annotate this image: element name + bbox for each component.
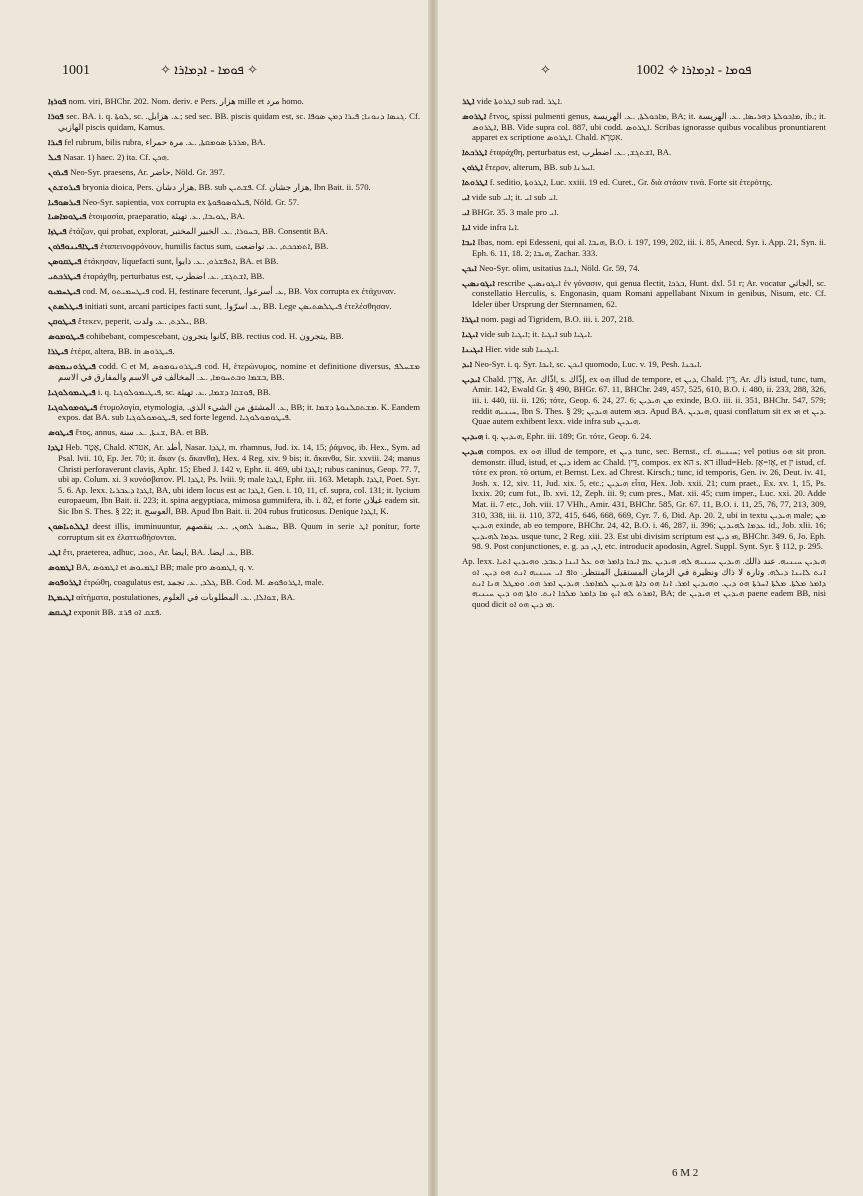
- entry-text: Neo-Syr. i. q. Syr. ܐܝܟܐ, sc. ܐܝܟܢ quomodo, Luc. v. 19, Pesh. ܐܝܟܢܐ.: [474, 358, 702, 369]
- entry-text: sec. BA. i. q. ܠܘܬܐ, sc. .ܥ. هزابل; sed sec. BB. piscis quidam est, sc. ܓܢܣܐ ܕܢܘܢܐ; ܦܝܪܐ ܕܡܢ ܣܘܦܐ. Cf. الهازبي piscis quidam, Kamus.: [58, 110, 420, 132]
- dictionary-entry: [462, 162, 826, 173]
- entry-lemma: ܐܛܪܟܬܐ: [462, 147, 488, 158]
- dictionary-entry: [48, 226, 420, 237]
- dictionary-entry: [462, 96, 826, 107]
- footer-signature: 6 M 2: [672, 1167, 699, 1179]
- entry-lemma: ܦܝܪܘܫܬܢ: [48, 181, 81, 192]
- dictionary-entry: [462, 147, 826, 158]
- dictionary-entry: [462, 329, 826, 340]
- entry-text: ἑτοιμασία, praeparatio, ܛܘܝܒܐ, .ܥ. تهيئة, BA.: [88, 211, 245, 222]
- entry-lemma: ܦܝܪܣܘܦܝܐ: [48, 196, 81, 207]
- entry-text: ἐτυμολογία, etymologia, .ܥ. المشتق من الشيء الذي, BB; it. ܡܫܬܩܠܢܘܬܐ ܕܫܡܐ. K. Eandem expos. dat BA. sub ܦܝܛܘܡܘܠܘܓܝܐ, sed forte legend. ܦܝܛܘܡܘܠܘܓܝܐ.: [58, 401, 420, 423]
- dictionary-entry: [462, 207, 826, 218]
- entry-lemma: ܐܝܓܪܐ: [462, 313, 479, 324]
- entry-text: ἔτνος, spissi pulmenti genus, ܡܐܟܘܠܬܐ, .ܥ. الهريسة, BA; it. ܡܐܟܘܠܬܐ ܕܗܪܝܣܐ, .ܥ. الهريسة, ib.; it. ܐܛܪܘܣ, BB. Vide supra col. 887, ubi codd. ܐܛܪܘܣ. Scribas ignorasse quibus vocalibus pronuntiarent apparet ex scriptione ܐܛܪܘܣ. Chald. אִטְרָא.: [472, 110, 826, 143]
- entry-lemma: ܦܝܪܐ: [48, 136, 63, 147]
- dictionary-entry: [462, 344, 826, 355]
- entry-lemma: ܐܝܓܝܢܐ: [462, 343, 483, 354]
- dictionary-entry: [462, 263, 826, 274]
- entry-text: ἔτος, annus, ܫܢܬܐ, .ܥ. سنة, BA. et BB.: [75, 427, 209, 438]
- dictionary-entry: [462, 111, 826, 143]
- entry-text: ἔτεκεν, peperit, ܝܠܕܬ, .ܥ. ولدت, BB.: [78, 316, 208, 327]
- entry-text: αἰτήματα, postulationes, ܫܘܐܠܐ, .ܥ. المطلوبات في العلوم, BA.: [76, 591, 296, 602]
- entry-lemma: ܦܝܛܘܩܢ: [48, 316, 76, 327]
- dictionary-entry: [48, 442, 420, 516]
- dictionary-entry: [48, 197, 420, 208]
- dictionary-entry: [462, 359, 826, 370]
- entry-text: ἐταράχθη, perturbatus est, ܐܫܬܓܫ, .ܥ. اضطرب, BB.: [82, 271, 265, 282]
- dictionary-entry: [48, 241, 420, 252]
- entry-lemma: ܐܛܠܬܝܐܣܘܢ: [48, 521, 89, 531]
- left-page-number: 1001: [62, 63, 90, 78]
- entry-text: ἔτι, praeterea, adhuc, ܬܘܒ, Ar. ايضا, BA. .ܥ. ايضا, BB.: [62, 546, 254, 557]
- entry-text: Neo-Syr. olim, usitatius ܐܝܟܐ, Nöld. Gr. 59, 74.: [479, 262, 640, 273]
- entry-text: codd. C et M, ܦܝܛܪܘܢܘܡܘܣ cod. H, ἑτερώνυμος, nomine et definitione diversus, ܡܫܚܠܦ ܒܫܡܐ ܘܒܬܚܘܡܐ, .ܥ. المخالف في الاسم والمفارق في الاسم, BB.: [58, 361, 420, 382]
- entry-text: ἐταπεινοφρόνουν, humilis factus sum, ܐܬܡܟܟܬ, .ܥ. تواضعت, BB.: [100, 241, 329, 252]
- entry-text: Heb. אָטָד, Chald. אטדא, Ar. أطد, Nasar. ܐܛܕܐ, m. rhamnus, Jud. ix. 14, 15; ῥάμνος, ib. Hex., Sym. ad Psal. lvii. 10, Ep. Jer. 70; it. ἄκαν (s. ἄκανθα), Hex. 4 Reg. xiv. 9 bis; it. ἄκανθα, Sir. xxviii. 24; manus Christi perforaverunt clavis, Aphr. 15; Ebed J. 142 v, Ephr. ii. 469, ubi ܐܛܕܐ; rubus caninus, Geop. 77. 7, ubi ap. Colum. xi. 3 κυνόσβατον. Pl. ܐܛܕܐ, Ps. lviii. 9; male ܐܛܕܐ, Ephr. iii. 163. Metaph. ܐܛܕܐ, Poet. Syr. 5. 6. Ap. lexx. ܐܛܕܐ ܕܥܒܪܝܐ, BA, ubi idem locus est ac ܐܛܕܐ, Gen. i. 10, 11, cf. supra, col. 131; it. lycium europaeum, Ibn Bait. ii. 223; it. spina aegyptiaca, mimosa gummifera, ib. i. 82, et forte غيلان eadem sit. Sic Ibn S. Thes. § 22; it. العوسج, BB. Apud Ibn Bait. ii. 204 rubus fruticosus. Denique ܐܛܕܐ, K.: [58, 442, 420, 517]
- entry-lemma: ܐܝܕܝܢ: [462, 373, 481, 384]
- entry-text: i. q. ܦܝܛܝܡܘܠܘܓܝܐ, sc. ܦܘܫܩܐ ܕܫܡܐ, .ܥ. تهيئة, BB.: [97, 386, 271, 397]
- dictionary-entry: [462, 431, 826, 442]
- entry-lemma: ܐܝ: [462, 192, 470, 203]
- entry-text: ἐτρώθη, coagulatus est, ܓܠܕ, .ܥ. تجمد, BB. Cod. M. ܐܛܪܘܦܘܣ, male.: [83, 576, 324, 587]
- entry-lemma: ܦܝܪܘܢ: [48, 166, 69, 177]
- entry-lemma: ܦܝܛܙܐ: [48, 226, 67, 237]
- dictionary-entry: [462, 222, 826, 233]
- dictionary-entry: [48, 592, 420, 603]
- entry-lemma: ܦܝܛܘܡܘܣ: [48, 331, 84, 342]
- entry-text: rescribe ܐܝܓܘܢܣܝܢ ἐν γόνασιν, qui genua flectit, ܒܪܟܐ, Hunt. dxl. 51 r; Ar. vocatur الجاثي, sc. constellatio Herculis, s. Engonasin, quam Romani appellabant Nixum in genibus, Nisum, etc. Cf. Ideler über Ursprung der Sternnamen, 62.: [472, 277, 826, 309]
- left-running-head: ✧ ܦܘܡܐ - ܐܕܡܐܪܐ ✧: [160, 62, 259, 77]
- entry-text: Neo-Syr. sapientia, vox corrupta ex ܦܝܠܘܣܘܦܘܬܐ, Nöld. Gr. 57.: [82, 196, 300, 207]
- entry-text: initiati sunt, arcani participes facti sunt, .ܥ. اسرّوا, BB. Lege ܦܝܛܠܣܬܝܣܢ ἐτελέσθησαν.: [84, 301, 392, 312]
- entry-lemma: ܦܝܛܚܡܝܘ: [48, 286, 81, 297]
- left-page-header: [62, 62, 258, 79]
- entry-text: Ibas, nom. epi Edesseni, qui al. ܗܝܒܐ, B.O. i. 197, 199, 202, iii. i. 85, Anecd. Syr. i. App. 21, Syn. ii. Eph. 6. 11, 18. 2; ܗܝܒܐ, Zachar. 333.: [472, 237, 826, 258]
- entry-lemma: ܦܝܠ: [48, 151, 62, 162]
- entry-text: compos. ex ܗܘ illud de tempore, et ܕܝܢ tunc, sec. Bernst., cf. ܚܝܢܝܗ; vel potius ܗܘ sit pron. demonstr. illud, istud, et ܕܝܢ idem ac Chald. דֵּין, compos. ex הא s. דא illud=Heb. אֶז=אֶזְ, et ין istud, cf. τότε ex pron. τό ortum, et Bernst. Lex. ad Chrest. Kirsch.; tunc, id temporis, Gen. iv. 26, Deut. iv. 41, Josh. x. 12, xiv. 11, Jud. xix. 5, etc.; ܗܝܕܝܢ εἶτα, Hex. Job. xxii. 21; cum praet., Ex. xv. 1, 15, Ps. lxxix. 20; cum fut., Ib. xvi. 12, Zeph. iii. 9; cum pres., Mat. xii. 45; cum imper., Luc. xxi. 20. Adde Mat. ii. 7 etc., Joh. viii. 17 VHh., Amir. 431, BHChr. 585, Gr. 67. 11, B.O. i. 11, 25, 76, 77, 213, 309, 310, 338, iii. ii. 110, 372, 415, 646, 668, 669, Cyr. 7. 6, Did. Ap. 20. 2, ubi in textu ܗܝܕܝܢ male; ܡܢ ܗܝܕܝܢ exinde, ab eo tempore, BHChr. 24, 42, B.O. i. 46, 287, ii. 396; ܥܕܡܐ ܠܗܝܕܝܢ id., Job. xlii. 16; ܥܕܡܐ ܠܗܝܕܝܢ usque tunc, 2 Reg. xiii. 23. Est ubi divisim scriptum est ܗܝ ܕܝܢ, BHChr. 349. 6, Jo. Eph. 98. 9. Post conjunctiones, e. g. ܐܢ, ܟܕ, etc. introducit apodosin, Agrel. Suppl. Synt. Syr. § 112, p. 295.: [472, 446, 826, 552]
- entry-text: ἑτέρα, altera, BB. in ܦܝܛܪܘܣ.: [70, 346, 175, 357]
- entry-lemma: ܐܝܟܢ: [462, 262, 477, 273]
- dictionary-entry: [48, 547, 420, 558]
- entry-text: BA, ܐܛܡܘܣ et ܐܛܡܝܘܣ BB; male pro ܐܛܡܘܣ, q. v.: [75, 561, 254, 572]
- dictionary-entry: [48, 316, 420, 327]
- dictionary-entry: [48, 211, 420, 222]
- entry-text: fel rubrum, bilis rubra, ܡܪܪܬܐ ܣܘܡܩܬܐ, .ܥ. مرة حمراء, BA.: [64, 136, 266, 147]
- entry-text: Chald. אֱדַיִן, Ar. اذّاك, s. إذّاك, ex ܗܘ illud de tempore, et ܕܝܢ, Chald. דֵּין, Ar. ذاك istud, tunc, tum, Amir. 142, Ewald Gr. § 490, BHGr. 67. 11, BHChr. 249, 457, 525, 610, B.O. i. 480, ii. 233, 288, 326, iii. i. 440, iii. ii. 126; τότε, Geop. 6. 24, 27. 6; ܡܢ ܗܝܕܝܢ exinde, B.O. iii. ii. 351, BHChr. 547, 579; reddit ܚܝܢܝܗ, Ibn S. Thes. § 29; ܗܝܕܝܢ autem ܒܗܝ. Apud BA. ܗܝܕܝܢ, quasi conflatum sit ex ܗܝ et ܕܝܢ. Quae autem exhibent lexx. vide infra sub ܗܝܕܝܢ.: [472, 373, 826, 427]
- dictionary-entry: [48, 111, 420, 132]
- dictionary-entry: [462, 446, 826, 552]
- entry-lemma: ܐܛܪܘܢ: [462, 162, 483, 173]
- dictionary-entry: [462, 556, 826, 609]
- dictionary-entry: [462, 237, 826, 258]
- entry-text: ἐτάζων, qui probat, explorat, ܒܚܘܪܐ, .ܥ. الخبير المختبر, BB. Consentit BA.: [68, 226, 328, 237]
- entry-lemma: ܐܝܓܘܢܣܝܢ: [462, 277, 495, 288]
- entry-lemma: ܐܝܓܝܐ: [462, 328, 479, 339]
- entry-lemma: ܐܛܝܩܣ: [48, 606, 72, 617]
- dictionary-entry: [462, 374, 826, 427]
- right-page-header: [540, 62, 751, 79]
- entry-text: exponit BB. ܦܫܩ ܐܘ ܦܪܫ.: [73, 606, 162, 617]
- right-page-number: 1002: [636, 63, 665, 78]
- entry-lemma: ܐܛܡܘܣ: [48, 561, 74, 572]
- entry-text: Nasar. 1) haec. 2) ita. Cf. ܗܟܢ.: [63, 151, 170, 162]
- entry-lemma: ܦܝܛܝܡܘܠܘܓܝܐ: [48, 386, 96, 397]
- entry-lemma: ܦܝܛܪܐ: [48, 346, 69, 357]
- entry-lemma: ܦܝܛܘܡܐܣܝܐ: [48, 211, 87, 222]
- dictionary-entry: [48, 271, 420, 282]
- dictionary-entry: [48, 331, 420, 342]
- entry-lemma: ܐܛܝ: [48, 546, 61, 557]
- entry-text: nom. pagi ad Tigridem, B.O. iii. i. 207, 218.: [481, 313, 635, 324]
- entry-text: cohibebant, compescebant, كانوا يتجرون, BB. rectius cod. H. يتجرون, BB.: [86, 331, 344, 342]
- entry-lemma: ܐܝܕ: [462, 358, 473, 369]
- entry-text: vide ܐܛܪܘܬܐ sub rad. ܐܛܪ.: [476, 96, 563, 106]
- entry-lemma: ܗܝܕܝܢ: [462, 446, 484, 457]
- dictionary-entry: [48, 256, 420, 267]
- entry-lemma: ܦܝܛܩܘܣܢ: [48, 256, 82, 267]
- dictionary-entry: [48, 562, 420, 573]
- entry-text: f. seditio, ܐܛܪܘܬܐ, Luc. xxiii. 19 ed. Curet., Gr. διὰ στάσιν τινά. Forte sit ἑτερότης.: [489, 177, 773, 188]
- entry-lemma: ܐܛܪܘܬܐ: [462, 177, 488, 188]
- entry-text: BHGr. 35. 3 male pro ܐܝ.: [471, 207, 559, 218]
- right-running-head: ✧ ܦܘܡܐ - ܐܕܡܐܪܐ ✧: [540, 62, 752, 77]
- dictionary-entry: [462, 192, 826, 203]
- entry-lemma: ܦܝܛܪܘܢܝܡܘܣ: [48, 361, 96, 372]
- dictionary-entry: [48, 286, 420, 297]
- dictionary-entry: [48, 167, 420, 178]
- entry-lemma: ܦܘܪܙܐ: [48, 96, 67, 106]
- dictionary-entry: [48, 301, 420, 312]
- entry-lemma: ܐܝ: [462, 207, 470, 218]
- entry-lemma: ܐܛܕܐ: [48, 442, 64, 453]
- dictionary-entry: [462, 314, 826, 325]
- entry-lemma: ܐܛܪܘܦܘܣ: [48, 576, 82, 587]
- entry-text: ἕτερον, alterum, BB. sub ܐܚܪܢܐ.: [485, 162, 595, 173]
- entry-lemma: ܐܛܪ: [462, 96, 475, 106]
- dictionary-entry: [48, 577, 420, 588]
- entry-text: ἐταράχθη, perturbatus est, ܐܫܬܓܫ, .ܥ. اضطرب, BA.: [489, 147, 672, 158]
- entry-lemma: ܦܝܛܠܣܬܢ: [48, 301, 83, 312]
- entry-text: nom. viri, BHChr. 202. Nom. deriv. e Pers. هزار mille et مرد homo.: [68, 96, 304, 106]
- entry-lemma: ܦܘܪܐ: [48, 110, 64, 121]
- dictionary-entry: [48, 387, 420, 398]
- dictionary-entry: [48, 361, 420, 382]
- dictionary-entry: [462, 177, 826, 188]
- entry-lemma: ܐܛܝܡܛܐ: [48, 591, 74, 602]
- entry-text: bryonia dioica, Pers. هزار دشان, BB. sub ܦܫܬܝܢ. Cf. هزار جشان, Ibn Bait. ii. 570.: [82, 181, 371, 192]
- dictionary-entry: [48, 607, 420, 618]
- dictionary-entry: [48, 152, 420, 163]
- page-gutter: [428, 0, 438, 1196]
- dictionary-entry: [48, 402, 420, 423]
- entry-lemma: ܦܝܛܘܣ: [48, 427, 74, 438]
- dictionary-entry: [462, 278, 826, 310]
- entry-lemma: ܐܛܪܘܣ: [462, 110, 487, 121]
- entry-lemma: ܐܝܒܐ: [462, 237, 476, 248]
- entry-text: deest illis, imminuuntur, ܚܣܝܪ ܠܗܘܢ, .ܥ. ينقصهم, BB. Quum in serie ܐܛ ponitur, forte corruptum sit ex ἐλαττωθήσονται.: [58, 521, 420, 542]
- dictionary-entry: [48, 182, 420, 193]
- entry-lemma: ܗܝܕܝܢ: [462, 431, 484, 442]
- dictionary-entry: [48, 96, 420, 107]
- entry-lemma: ܦܝܛܘܡܘܠܘܓܝܐ: [48, 401, 98, 412]
- entry-text: i. q. ܗܝܕܝܢ, Ephr. iii. 189; Gr. τότε, Geop. 6. 24.: [485, 431, 652, 442]
- entry-lemma: ܦܝܛܐܦܝܢܘܦܪܘܢ: [48, 241, 99, 252]
- left-column: [48, 96, 420, 1146]
- entry-lemma: ܦܝܛܪܟܬܝ: [48, 271, 81, 282]
- entry-text: cod. M, ܦܝܛܚܡܝܬܘ cod. H, festinare fecerunt, .ܥ. أسرعوا, BB. Vox corrupta ex ἐτάχυναν.: [82, 286, 396, 297]
- entry-lemma: ܐܝܐ: [462, 222, 471, 233]
- right-column: [462, 96, 826, 1146]
- entry-text: Neo-Syr. praesens, Ar. حاضر, Nöld. Gr. 397.: [70, 166, 225, 177]
- dictionary-entry: [48, 427, 420, 438]
- dictionary-entry: [48, 346, 420, 357]
- dictionary-entry: [48, 521, 420, 542]
- entry-text: ἐτάκησαν, liquefacti sunt, ܐܬܦܫܪܘ, .ܥ. ذابوا, BA. et BB.: [83, 256, 279, 267]
- dictionary-entry: [48, 137, 420, 148]
- entry-text: vide sub ܐܝ; it. ܐܝ sub ܐܝ.: [471, 192, 558, 203]
- entry-text: vide infra ܐܝܐ.: [472, 222, 520, 233]
- entry-text: Ap. lexx. ܗܝܕܝܢ ܚܝܢܝܗ. عند ذالك. ܗܝܕܝܢ ܚܝܢܝܗ ܠܗ. ܗܝܕܝܢ ܥܡ ܐܝܟܐ ܕܐܡܪ ܗܘ ܥܠ ܐܝܢܐ ܕܥܒܕ. ܘܗܝܕܝܢ ܐܬܝܐ ܐܢܬ ܠܐܝܢܐ ܕܝܠܗ. وتارة لا ذاك ونظيرة في الزمان المستقبل المنتظر. ܘܐܦ ܐܝ ܚܝܢܝܗ ܐܢܬ ܗܘ ܕܝܢ. ܐܘ ܕܐܡܪ ܡܠܬܐ. ܡܠܬܐ ܐܚܪܬܐ ܗܘ ܕܝܢ. ܘܗܝܕܝܢ ܐܡܪ. ܐܢܐ ܗܘ ܕܐܬܐ ܗܝܕܝܢ ܠܡܐܡܪ. ܗܝܕܝܢ ܐܡܪ ܗܘ. ܘܡܛܠ ܗܢܐ ܐܢܬ ܐܡܪܬ ܠܗ ܐܝܟ ܡܐ ܕܐܡܪ ܡܠܟܐ ܐܢܬ. ܘܐܬܐ ܗܘ ܕܝܢ ܚܝܢܝܗ, BA; de ܗܝܕܝܢ et ܗܝܕܝܢ paene eadem BB, nisi quod dicit ܗܝ ܕܝܢ ܗܘ ܐܘ.: [462, 556, 826, 609]
- entry-text: vide sub ܐܝܓܝܐ; it. ܐܝܓܝܐ sub ܐܝܓܝܐ.: [480, 328, 593, 339]
- entry-text: Hier. vide sub ܐܝܓܝܢܐ.: [485, 343, 559, 354]
